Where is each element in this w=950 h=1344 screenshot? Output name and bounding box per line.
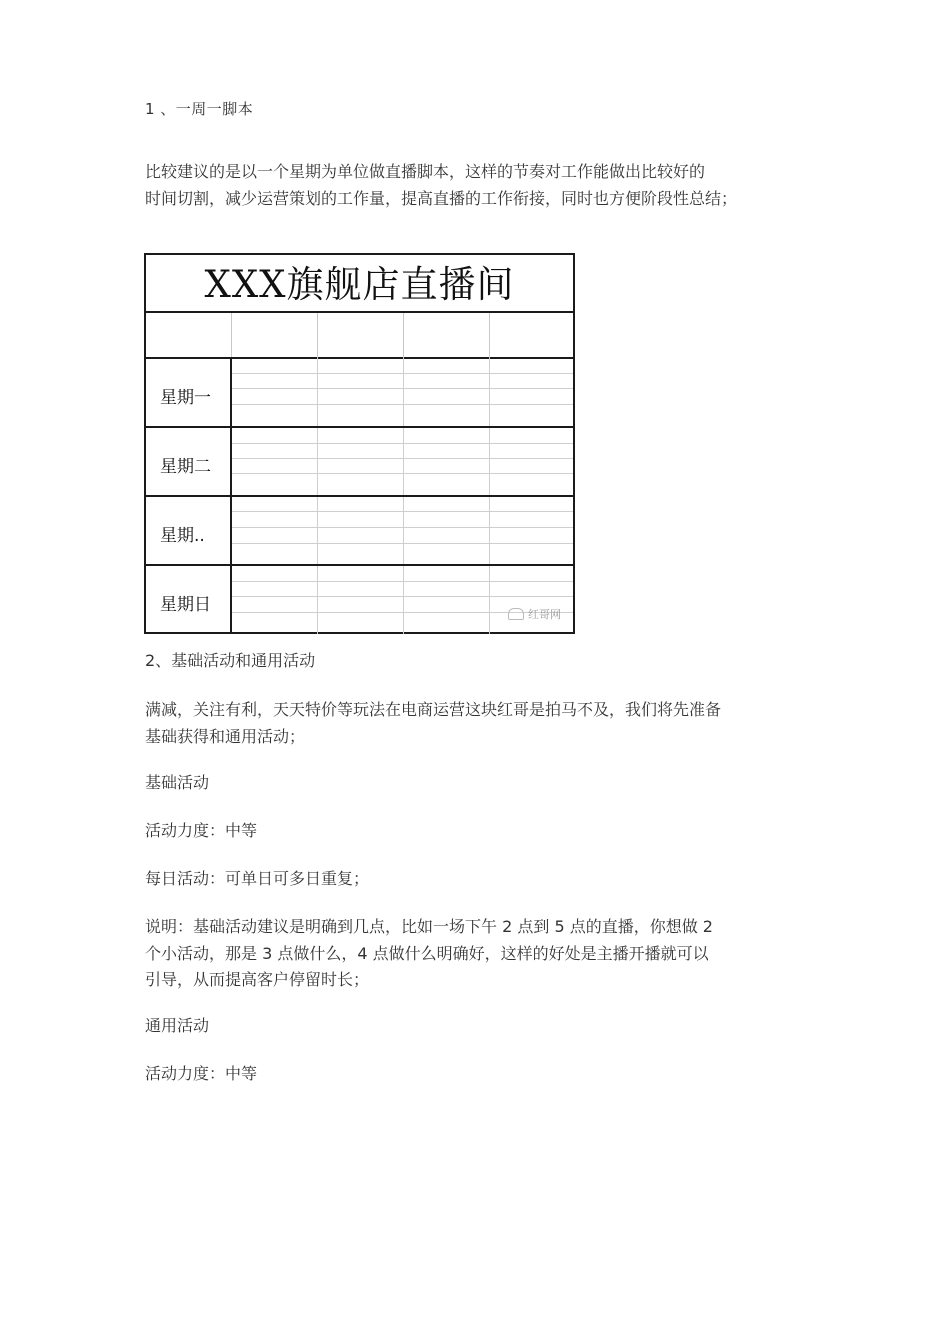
cell-row-line: [232, 511, 573, 512]
basic-activity-strength: 活动力度：中等: [145, 821, 258, 840]
watermark: [508, 606, 561, 622]
cell-row-line: [232, 543, 573, 544]
schedule-header-row: [146, 313, 573, 359]
header-grid-line: [231, 313, 232, 357]
cell-row-line: [232, 473, 573, 474]
general-activity-strength: 活动力度：中等: [145, 1064, 258, 1083]
day-label-tuesday: 星期二: [160, 457, 211, 477]
cell-row-line: [232, 388, 573, 389]
section2-heading: 2、基础活动和通用活动: [145, 651, 316, 670]
day-label-sunday: 星期日: [160, 595, 211, 615]
day-separator: [146, 426, 573, 428]
cell-row-line: [232, 404, 573, 405]
cell-row-line: [232, 373, 573, 374]
schedule-title: XXX旗舰店直播间: [146, 255, 573, 313]
day-separator: [146, 564, 573, 566]
day-label-etc: 星期..: [160, 526, 205, 546]
header-grid-line: [317, 313, 318, 357]
cell-row-line: [232, 443, 573, 444]
header-grid-line: [489, 313, 490, 357]
cell-row-line: [232, 596, 573, 597]
cell-row-line: [232, 458, 573, 459]
watermark-logo-icon: [508, 608, 524, 620]
day-separator: [146, 495, 573, 497]
section1-heading: 1 、一周一脚本: [145, 100, 254, 118]
cell-row-line: [232, 527, 573, 528]
section1-line-1: 比较建议的是以一个星期为单位做直播脚本，这样的节奏对工作能做出比较好的: [145, 162, 706, 181]
day-label-monday: 星期一: [160, 388, 211, 408]
basic-activity-title: 基础活动: [145, 773, 210, 792]
section2-intro-line-1: 满减，关注有利，天天特价等玩法在电商运营这块红哥是拍马不及，我们将先准备: [145, 700, 722, 719]
header-grid-line: [403, 313, 404, 357]
basic-desc-line-1: 说明：基础活动建议是明确到几点，比如一场下午 2 点到 5 点的直播，你想做 2: [145, 917, 713, 936]
basic-desc-line-3: 引导，从而提高客户停留时长；: [145, 970, 370, 989]
basic-activity-daily: 每日活动：可单日可多日重复；: [145, 869, 370, 888]
general-activity-title: 通用活动: [145, 1016, 210, 1035]
basic-desc-line-2: 个小活动，那是 3 点做什么，4 点做什么明确好，这样的好处是主播开播就可以: [145, 944, 709, 963]
watermark-text: 红哥网: [528, 608, 561, 621]
section1-line-2: 时间切割，减少运营策划的工作量，提高直播的工作衔接，同时也方便阶段性总结；: [145, 189, 738, 208]
schedule-table-image: [144, 253, 575, 634]
cell-row-line: [232, 581, 573, 582]
section2-intro-line-2: 基础获得和通用活动；: [145, 727, 306, 746]
